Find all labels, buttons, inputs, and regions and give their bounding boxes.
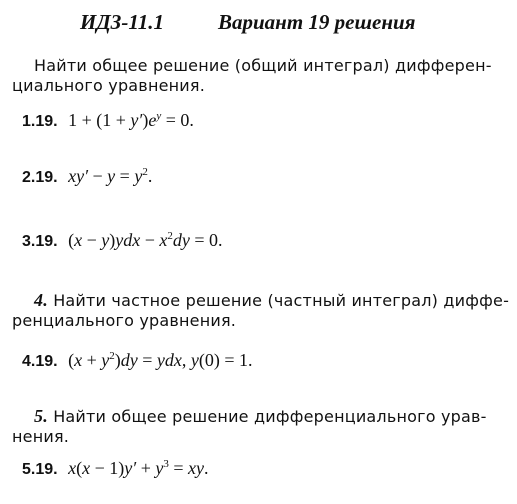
section-1-instruction [12,56,492,96]
section-5-number: 5. [34,406,48,426]
problem-3-equation: $(x - y)ydx - x^2dy = 0$. [68,230,223,250]
problem-5-number: 5.19. [22,461,58,478]
section-5-line-1 [12,406,492,427]
problem-5-equation: $x(x - 1)y' + y^3$ = xy. [68,458,209,478]
problem-2-equation: $xy' - y = y^2$. [68,166,153,186]
problem-4-equation: $(x + y^2)dy$ = ydx, y(0) = 1. [68,350,253,370]
problem-2-number: 2.19. [22,169,58,186]
section-4-number: 4. [34,290,48,310]
section-4-line-1-text: Найти частное решение (частный интеграл) диффе- [47,291,510,310]
problem-1-number: 1.19. [22,113,58,130]
section-4-line-2: ренциального уравнения. [12,311,237,330]
section-1-line-1: Найти общее решение (общий интеграл) дифферен- [34,56,492,75]
section-4-instruction [12,290,510,331]
variant-title: Вариант 19 решения [218,10,416,34]
problem-3-number: 3.19. [22,233,58,250]
problem-3 [22,230,223,251]
assignment-title: ИДЗ-11.1 [80,10,164,34]
problem-1 [22,110,194,131]
problem-4-number: 4.19. [22,353,58,370]
section-5-line-1-text: Найти общее решение дифференциального урав- [47,407,487,426]
section-5-line-2: нения. [12,427,70,446]
problem-2 [22,166,152,187]
section-1-line-2: циального уравнения. [12,76,206,95]
section-5-instruction [12,406,492,447]
problem-1-equation: $1 + (1 + y')e^y = 0$. [68,110,194,130]
problem-5 [22,458,208,479]
section-4-line-1 [12,290,510,311]
problem-4 [22,350,253,371]
page-header [0,10,517,38]
